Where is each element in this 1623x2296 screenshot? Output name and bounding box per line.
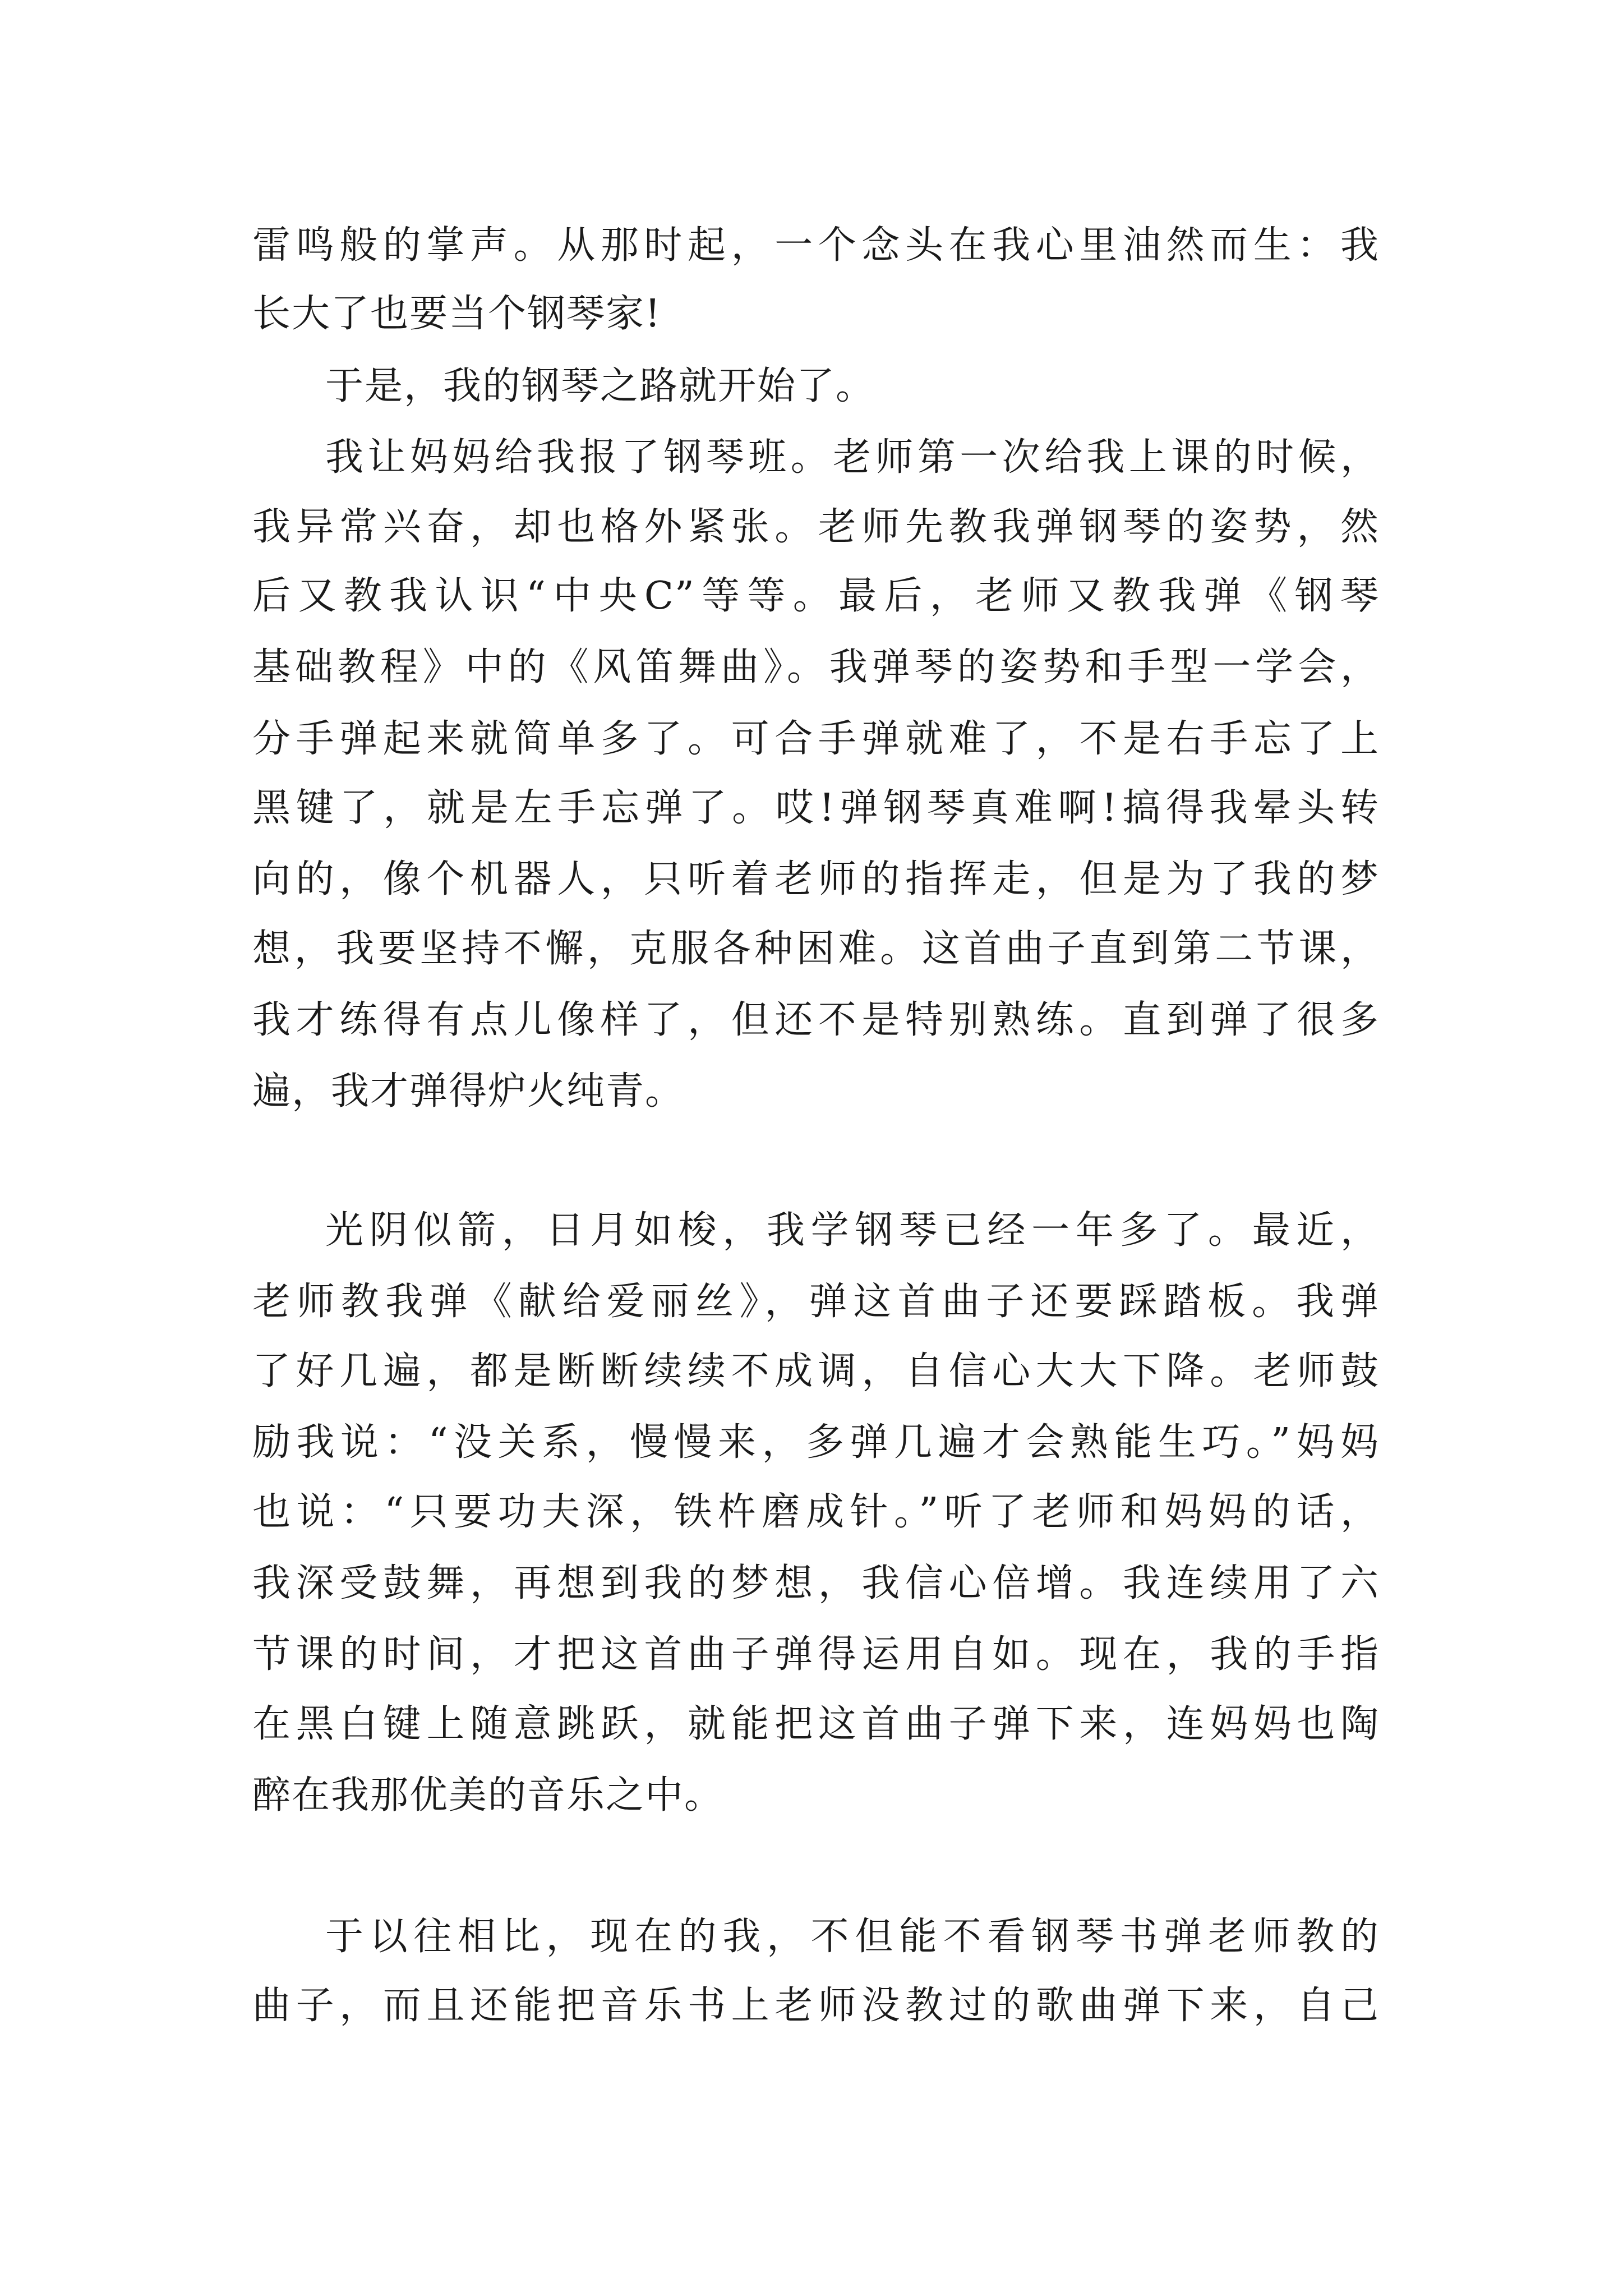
paragraph-line: 在黑白键上随意跳跃，就能把这首曲子弹下来，连妈妈也陶 (252, 1702, 1380, 1746)
paragraph-line: 老师教我弹《献给爱丽丝》，弹这首曲子还要踩踏板。我弹 (252, 1280, 1380, 1324)
paragraph-line: 想，我要坚持不懈，克服各种困难。这首曲子直到第二节课， (252, 927, 1380, 971)
paragraph-line: 醉在我那优美的音乐之中。 (252, 1773, 724, 1818)
paragraph-line: 于以往相比，现在的我，不但能不看钢琴书弹老师教的 (325, 1915, 1380, 1959)
paragraph-line: 了好几遍，都是断断续续不成调，自信心大大下降。老师鼓 (252, 1349, 1380, 1393)
paragraph-line: 节课的时间，才把这首曲子弹得运用自如。现在，我的手指 (252, 1632, 1380, 1677)
paragraph-line: 遍，我才弹得炉火纯青。 (252, 1069, 685, 1114)
paragraph-line: 我才练得有点儿像样了，但还不是特别熟练。直到弹了很多 (252, 998, 1380, 1042)
paragraph-line: 我让妈妈给我报了钢琴班。老师第一次给我上课的时候， (325, 435, 1380, 480)
paragraph-line: 雷鸣般的掌声。从那时起，一个念头在我心里油然而生：我 (252, 223, 1380, 268)
paragraph-line: 向的，像个机器人，只听着老师的指挥走，但是为了我的梦 (252, 857, 1380, 901)
paragraph-line: 曲子，而且还能把音乐书上老师没教过的歌曲弹下来，自己 (252, 1984, 1380, 2028)
paragraph-line: 黑键了，就是左手忘弹了。哎!弹钢琴真难啊!搞得我晕头转 (252, 786, 1380, 830)
paragraph-line: 于是，我的钢琴之路就开始了。 (325, 364, 875, 408)
paragraph-line: 分手弹起来就简单多了。可合手弹就难了，不是右手忘了上 (252, 717, 1380, 761)
paragraph-line: 也说：“只要功夫深，铁杵磨成针。”听了老师和妈妈的话， (252, 1490, 1380, 1534)
paragraph-line: 后又教我认识“中央C”等等。最后，老师又教我弹《钢琴 (252, 574, 1380, 618)
paragraph-line: 光阴似箭，日月如梭，我学钢琴已经一年多了。最近， (325, 1208, 1380, 1253)
paragraph-line: 基础教程》中的《风笛舞曲》。我弹琴的姿势和手型一学会， (252, 645, 1380, 689)
paragraph-line: 我异常兴奋，却也格外紧张。老师先教我弹钢琴的姿势，然 (252, 505, 1380, 549)
paragraph-line: 励我说：“没关系，慢慢来，多弹几遍才会熟能生巧。”妈妈 (252, 1420, 1380, 1465)
paragraph-line: 我深受鼓舞，再想到我的梦想，我信心倍增。我连续用了六 (252, 1561, 1380, 1605)
paragraph-line: 长大了也要当个钢琴家! (252, 292, 662, 336)
